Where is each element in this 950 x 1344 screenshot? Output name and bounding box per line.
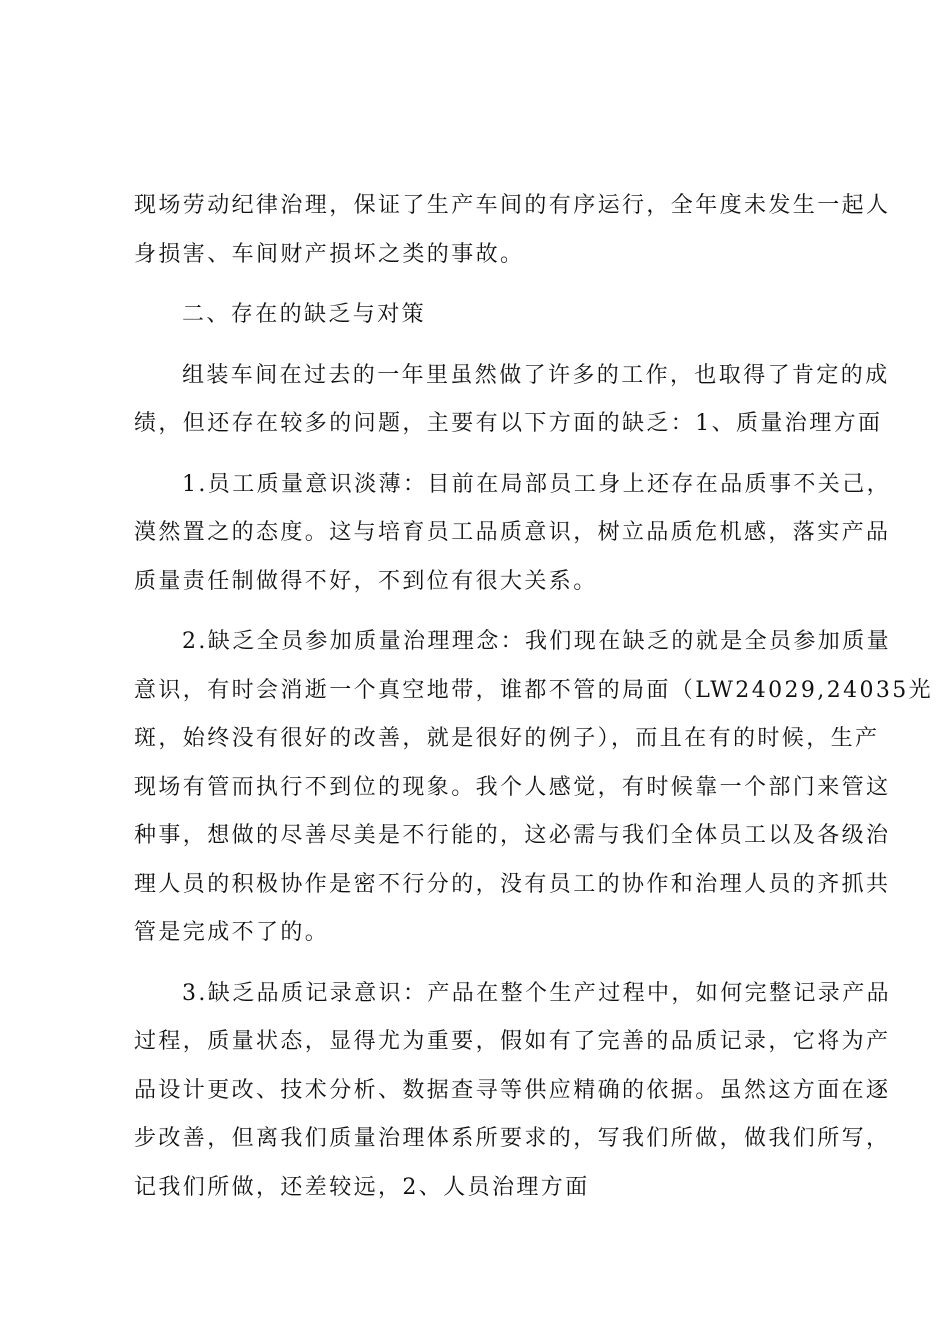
text-line: 种事，想做的尽善尽美是不行能的，这必需与我们全体员工以及各级治 — [134, 823, 891, 848]
paragraph — [134, 970, 891, 1213]
paragraph — [134, 291, 834, 340]
text-line: 1.员工质量意识淡薄：目前在局部员工身上还存在品质事不关己， — [182, 471, 891, 497]
document-body — [134, 182, 934, 1224]
text-line: 漠然置之的态度。这与培育员工品质意识，树立品质危机感，落实产品 — [134, 520, 891, 545]
text-line: 管是完成不了的。 — [134, 920, 330, 945]
text-line: 组装车间在过去的一年里虽然做了许多的工作，也取得了肯定的成 — [182, 362, 890, 388]
paragraph — [134, 618, 934, 958]
text-line: 现场劳动纪律治理，保证了生产车间的有序运行，全年度未发生一起人 — [134, 193, 891, 218]
text-line: 质量责任制做得不好，不到位有很大关系。 — [134, 568, 598, 594]
text-line: 步改善，但离我们质量治理体系所要求的，写我们所做，做我们所写， — [134, 1126, 891, 1151]
text-line: 理人员的积极协作是密不行分的，没有员工的协作和治理人员的齐抓共 — [134, 871, 891, 897]
text-line: 过程，质量状态，显得尤为重要，假如有了完善的品质记录，它将为产 — [134, 1029, 891, 1054]
paragraph — [134, 461, 891, 607]
text-line: 品设计更改、技术分析、数据查寻等供应精确的依据。虽然这方面在逐 — [134, 1077, 891, 1103]
paragraph — [134, 352, 890, 449]
text-line: 3.缺乏品质记录意识：产品在整个生产过程中，如何完整记录产品 — [182, 980, 891, 1006]
text-line: 意识，有时会消逝一个真空地带，谁都不管的局面（LW24029,24035光 — [134, 677, 934, 703]
text-line: 现场有管而执行不到位的现象。我个人感觉，有时候靠一个部门来管这 — [134, 774, 891, 800]
text-line: 2.缺乏全员参加质量治理理念：我们现在缺乏的就是全员参加质量 — [182, 629, 891, 654]
text-line: 记我们所做，还差较远，2、人员治理方面 — [134, 1174, 590, 1200]
text-line: 斑，始终没有很好的改善，就是很好的例子），而且在有的时候，生产 — [134, 726, 880, 751]
text-line: 绩，但还存在较多的问题，主要有以下方面的缺乏：1、质量治理方面 — [134, 411, 883, 436]
paragraph — [134, 182, 891, 279]
text-line: 二、存在的缺乏与对策 — [182, 302, 427, 327]
text-line: 身损害、车间财产损坏之类的事故。 — [134, 241, 525, 267]
